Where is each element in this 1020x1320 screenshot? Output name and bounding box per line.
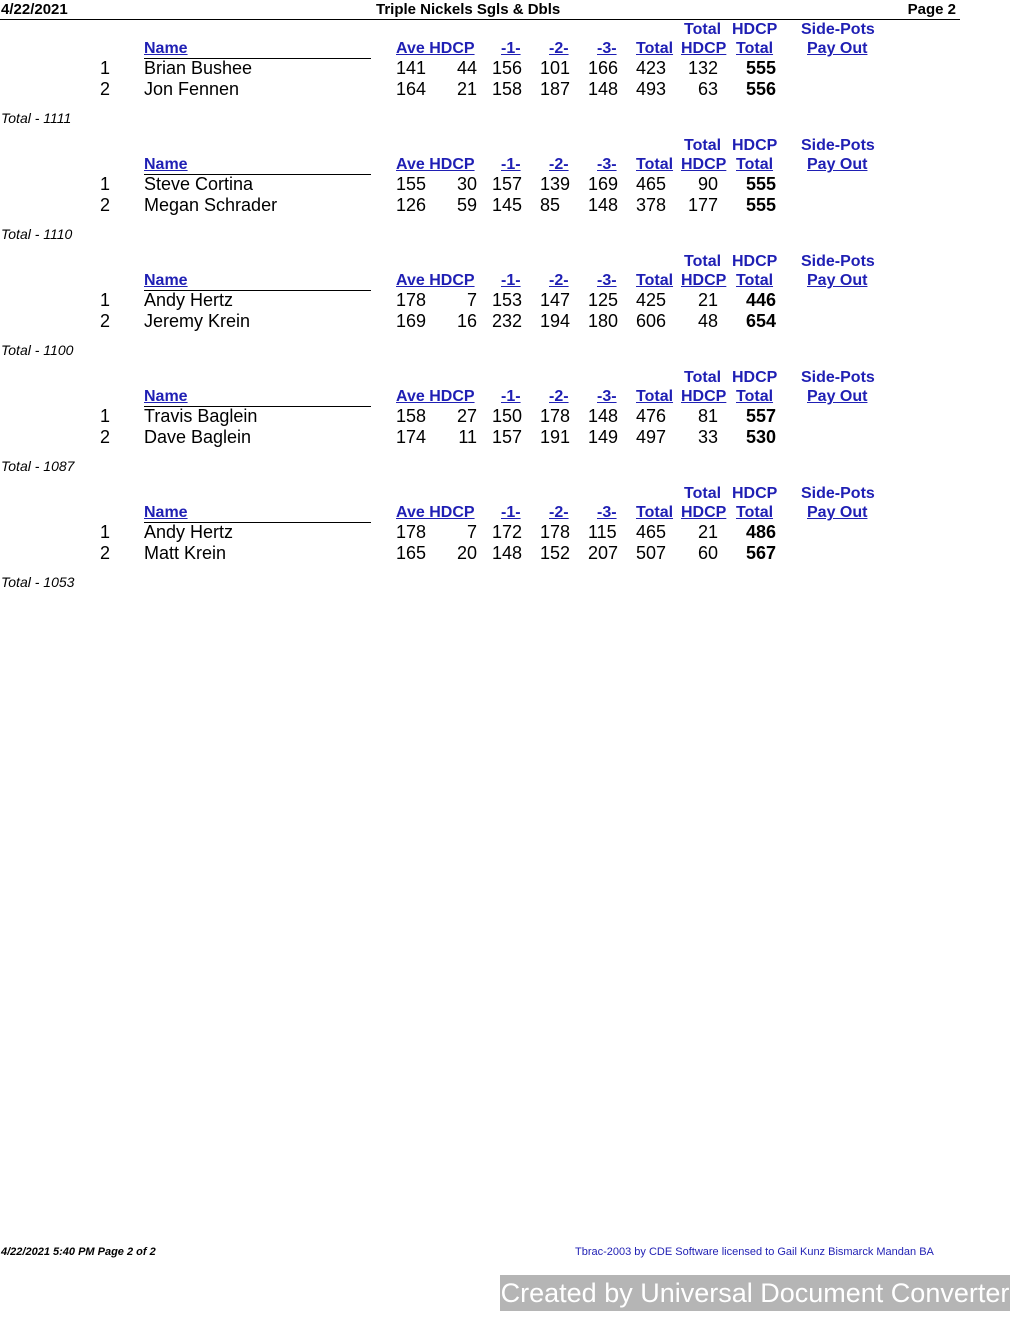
game3-score: 180 bbox=[588, 311, 619, 331]
game2-score: 101 bbox=[540, 58, 571, 78]
game2-column-header: -2- bbox=[549, 156, 569, 173]
game3-score: 166 bbox=[588, 58, 619, 78]
scratch-total: 465 bbox=[636, 174, 667, 194]
name-column-header: Name bbox=[144, 503, 371, 523]
team-total: Total - 1100 bbox=[1, 342, 74, 358]
hdcp-total-column-header: Total bbox=[736, 156, 774, 173]
bowler-number: 1 bbox=[100, 290, 111, 310]
bowler-name: Dave Baglein bbox=[144, 427, 252, 447]
hdcp-total: 557 bbox=[745, 406, 776, 426]
game2-column-header: -2- bbox=[549, 504, 569, 521]
total-hdcp-top-label: Total bbox=[684, 369, 722, 386]
hdcp-column-header: HDCP bbox=[681, 388, 727, 405]
total-hdcp: 48 bbox=[697, 311, 718, 331]
ave-hdcp-column-header: Ave HDCP bbox=[396, 388, 475, 405]
name-column-header: Name bbox=[144, 39, 371, 59]
total-hdcp: 33 bbox=[697, 427, 718, 447]
page-header bbox=[0, 0, 960, 20]
hdcp-total-column-header: Total bbox=[736, 504, 774, 521]
ave-hdcp-column-header: Ave HDCP bbox=[396, 504, 475, 521]
bowler-average: 141 bbox=[396, 58, 427, 78]
bowler-name: Andy Hertz bbox=[144, 522, 234, 542]
total-column-header: Total bbox=[636, 388, 674, 405]
total-hdcp: 177 bbox=[687, 195, 718, 215]
game2-column-header: -2- bbox=[549, 40, 569, 57]
scratch-total: 507 bbox=[636, 543, 667, 563]
bowler-average: 158 bbox=[396, 406, 427, 426]
game1-column-header: -1- bbox=[501, 504, 521, 521]
report-date: 4/22/2021 bbox=[1, 1, 68, 18]
game3-column-header: -3- bbox=[597, 40, 617, 57]
game2-column-header: -2- bbox=[549, 388, 569, 405]
bowler-name: Megan Schrader bbox=[144, 195, 278, 215]
total-hdcp: 90 bbox=[697, 174, 718, 194]
game2-score: 147 bbox=[540, 290, 571, 310]
game2-score: 85 bbox=[540, 195, 561, 215]
hdcp-total-top-label: HDCP bbox=[732, 21, 778, 38]
payout-column-header: Pay Out bbox=[807, 156, 868, 173]
bowler-name: Matt Krein bbox=[144, 543, 227, 563]
hdcp-column-header: HDCP bbox=[681, 40, 727, 57]
game3-score: 148 bbox=[588, 406, 619, 426]
hdcp-total: 555 bbox=[745, 58, 776, 78]
report-title: Triple Nickels Sgls & Dbls bbox=[376, 1, 561, 18]
team-block bbox=[0, 252, 1000, 368]
bowler-hdcp: 11 bbox=[458, 427, 477, 447]
bowler-average: 169 bbox=[396, 311, 427, 331]
total-hdcp: 21 bbox=[697, 290, 718, 310]
game1-score: 148 bbox=[492, 543, 523, 563]
total-hdcp-top-label: Total bbox=[684, 485, 722, 502]
name-column-header: Name bbox=[144, 271, 371, 291]
bowler-hdcp: 59 bbox=[456, 195, 477, 215]
total-hdcp: 21 bbox=[697, 522, 718, 542]
game3-column-header: -3- bbox=[597, 272, 617, 289]
hdcp-total: 446 bbox=[745, 290, 776, 310]
bowler-average: 165 bbox=[396, 543, 427, 563]
hdcp-total: 567 bbox=[745, 543, 776, 563]
team-total: Total - 1110 bbox=[1, 226, 73, 242]
game1-column-header: -1- bbox=[501, 388, 521, 405]
game3-column-header: -3- bbox=[597, 388, 617, 405]
game1-column-header: -1- bbox=[501, 156, 521, 173]
bowler-average: 164 bbox=[396, 79, 427, 99]
team-block bbox=[0, 484, 1000, 600]
total-column-header: Total bbox=[636, 156, 674, 173]
game1-score: 153 bbox=[492, 290, 523, 310]
game3-score: 148 bbox=[588, 79, 619, 99]
bowler-hdcp: 44 bbox=[456, 58, 477, 78]
bowler-hdcp: 16 bbox=[456, 311, 477, 331]
payout-column-header: Pay Out bbox=[807, 40, 868, 57]
total-hdcp-top-label: Total bbox=[684, 21, 722, 38]
game3-score: 125 bbox=[588, 290, 619, 310]
bowler-hdcp: 20 bbox=[456, 543, 477, 563]
scratch-total: 493 bbox=[636, 79, 667, 99]
page-number: Page 2 bbox=[907, 1, 956, 18]
game2-score: 178 bbox=[540, 522, 571, 542]
hdcp-total-top-label: HDCP bbox=[732, 137, 778, 154]
game3-column-header: -3- bbox=[597, 504, 617, 521]
total-column-header: Total bbox=[636, 504, 674, 521]
hdcp-total: 556 bbox=[745, 79, 776, 99]
bowler-name: Brian Bushee bbox=[144, 58, 253, 78]
game1-score: 157 bbox=[492, 174, 523, 194]
bowler-average: 126 bbox=[396, 195, 427, 215]
game3-score: 149 bbox=[588, 427, 619, 447]
bowler-name: Travis Baglein bbox=[144, 406, 258, 426]
ave-hdcp-column-header: Ave HDCP bbox=[396, 156, 475, 173]
total-column-header: Total bbox=[636, 272, 674, 289]
game1-score: 172 bbox=[492, 522, 523, 542]
total-hdcp: 63 bbox=[697, 79, 718, 99]
bowler-hdcp: 30 bbox=[456, 174, 477, 194]
footer-timestamp: 4/22/2021 5:40 PM Page 2 of 2 bbox=[1, 1246, 156, 1258]
game3-score: 148 bbox=[588, 195, 619, 215]
bowler-hdcp: 27 bbox=[456, 406, 477, 426]
team-total: Total - 1053 bbox=[1, 574, 75, 590]
game1-score: 158 bbox=[492, 79, 523, 99]
team-total: Total - 1111 bbox=[1, 110, 72, 126]
bowler-name: Jeremy Krein bbox=[144, 311, 251, 331]
hdcp-total-top-label: HDCP bbox=[732, 253, 778, 270]
bowler-name: Steve Cortina bbox=[144, 174, 254, 194]
total-column-header: Total bbox=[636, 40, 674, 57]
bowler-number: 1 bbox=[100, 522, 111, 542]
bowler-name: Jon Fennen bbox=[144, 79, 240, 99]
hdcp-total: 555 bbox=[745, 174, 776, 194]
hdcp-column-header: HDCP bbox=[681, 504, 727, 521]
hdcp-column-header: HDCP bbox=[681, 272, 727, 289]
hdcp-total: 555 bbox=[745, 195, 776, 215]
game1-score: 157 bbox=[492, 427, 523, 447]
hdcp-total-column-header: Total bbox=[736, 272, 774, 289]
total-hdcp: 132 bbox=[687, 58, 718, 78]
name-column-header: Name bbox=[144, 387, 371, 407]
hdcp-total: 486 bbox=[745, 522, 776, 542]
bowler-number: 2 bbox=[100, 79, 111, 99]
bowler-average: 174 bbox=[396, 427, 427, 447]
payout-column-header: Pay Out bbox=[807, 388, 868, 405]
game1-column-header: -1- bbox=[501, 40, 521, 57]
watermark: Created by Universal Document Converter bbox=[500, 1275, 1010, 1311]
hdcp-total-top-label: HDCP bbox=[732, 369, 778, 386]
bowler-number: 1 bbox=[100, 406, 111, 426]
sidepots-top-label: Side-Pots bbox=[801, 21, 875, 38]
payout-column-header: Pay Out bbox=[807, 504, 868, 521]
bowler-number: 2 bbox=[100, 427, 111, 447]
hdcp-total: 530 bbox=[745, 427, 776, 447]
bowler-number: 1 bbox=[100, 58, 111, 78]
scratch-total: 476 bbox=[636, 406, 667, 426]
bowler-name: Andy Hertz bbox=[144, 290, 234, 310]
scratch-total: 425 bbox=[636, 290, 667, 310]
game1-score: 232 bbox=[492, 311, 523, 331]
ave-hdcp-column-header: Ave HDCP bbox=[396, 272, 475, 289]
game3-score: 115 bbox=[588, 522, 617, 542]
scratch-total: 497 bbox=[636, 427, 667, 447]
game2-score: 152 bbox=[540, 543, 571, 563]
game1-score: 156 bbox=[492, 58, 523, 78]
bowler-average: 178 bbox=[396, 290, 427, 310]
game2-score: 187 bbox=[540, 79, 571, 99]
sidepots-top-label: Side-Pots bbox=[801, 253, 875, 270]
total-hdcp-top-label: Total bbox=[684, 253, 722, 270]
game2-score: 178 bbox=[540, 406, 571, 426]
game2-column-header: -2- bbox=[549, 272, 569, 289]
team-total: Total - 1087 bbox=[1, 458, 75, 474]
sidepots-top-label: Side-Pots bbox=[801, 137, 875, 154]
sidepots-top-label: Side-Pots bbox=[801, 485, 875, 502]
game3-score: 169 bbox=[588, 174, 619, 194]
hdcp-total-top-label: HDCP bbox=[732, 485, 778, 502]
game2-score: 194 bbox=[540, 311, 571, 331]
total-hdcp: 60 bbox=[697, 543, 718, 563]
scratch-total: 465 bbox=[636, 522, 667, 542]
payout-column-header: Pay Out bbox=[807, 272, 868, 289]
scratch-total: 423 bbox=[636, 58, 667, 78]
game1-column-header: -1- bbox=[501, 272, 521, 289]
team-block bbox=[0, 136, 1000, 252]
total-hdcp-top-label: Total bbox=[684, 137, 722, 154]
sidepots-top-label: Side-Pots bbox=[801, 369, 875, 386]
game2-score: 191 bbox=[540, 427, 571, 447]
hdcp-total-column-header: Total bbox=[736, 40, 774, 57]
hdcp-column-header: HDCP bbox=[681, 156, 727, 173]
hdcp-total: 654 bbox=[745, 311, 776, 331]
scratch-total: 378 bbox=[636, 195, 667, 215]
ave-hdcp-column-header: Ave HDCP bbox=[396, 40, 475, 57]
game3-score: 207 bbox=[588, 543, 619, 563]
bowler-average: 155 bbox=[396, 174, 427, 194]
bowler-hdcp: 7 bbox=[466, 522, 477, 542]
total-hdcp: 81 bbox=[697, 406, 718, 426]
game1-score: 145 bbox=[492, 195, 523, 215]
game3-column-header: -3- bbox=[597, 156, 617, 173]
team-block bbox=[0, 368, 1000, 484]
bowler-hdcp: 7 bbox=[466, 290, 477, 310]
team-block bbox=[0, 20, 1000, 136]
bowler-average: 178 bbox=[396, 522, 427, 542]
footer-license: Tbrac-2003 by CDE Software licensed to Gail Kunz Bismarck Mandan BA bbox=[575, 1246, 934, 1258]
bowler-number: 2 bbox=[100, 311, 111, 331]
game2-score: 139 bbox=[540, 174, 571, 194]
name-column-header: Name bbox=[144, 155, 371, 175]
scratch-total: 606 bbox=[636, 311, 667, 331]
bowler-number: 2 bbox=[100, 195, 111, 215]
bowler-hdcp: 21 bbox=[456, 79, 477, 99]
game1-score: 150 bbox=[492, 406, 523, 426]
hdcp-total-column-header: Total bbox=[736, 388, 774, 405]
bowler-number: 2 bbox=[100, 543, 111, 563]
bowler-number: 1 bbox=[100, 174, 111, 194]
